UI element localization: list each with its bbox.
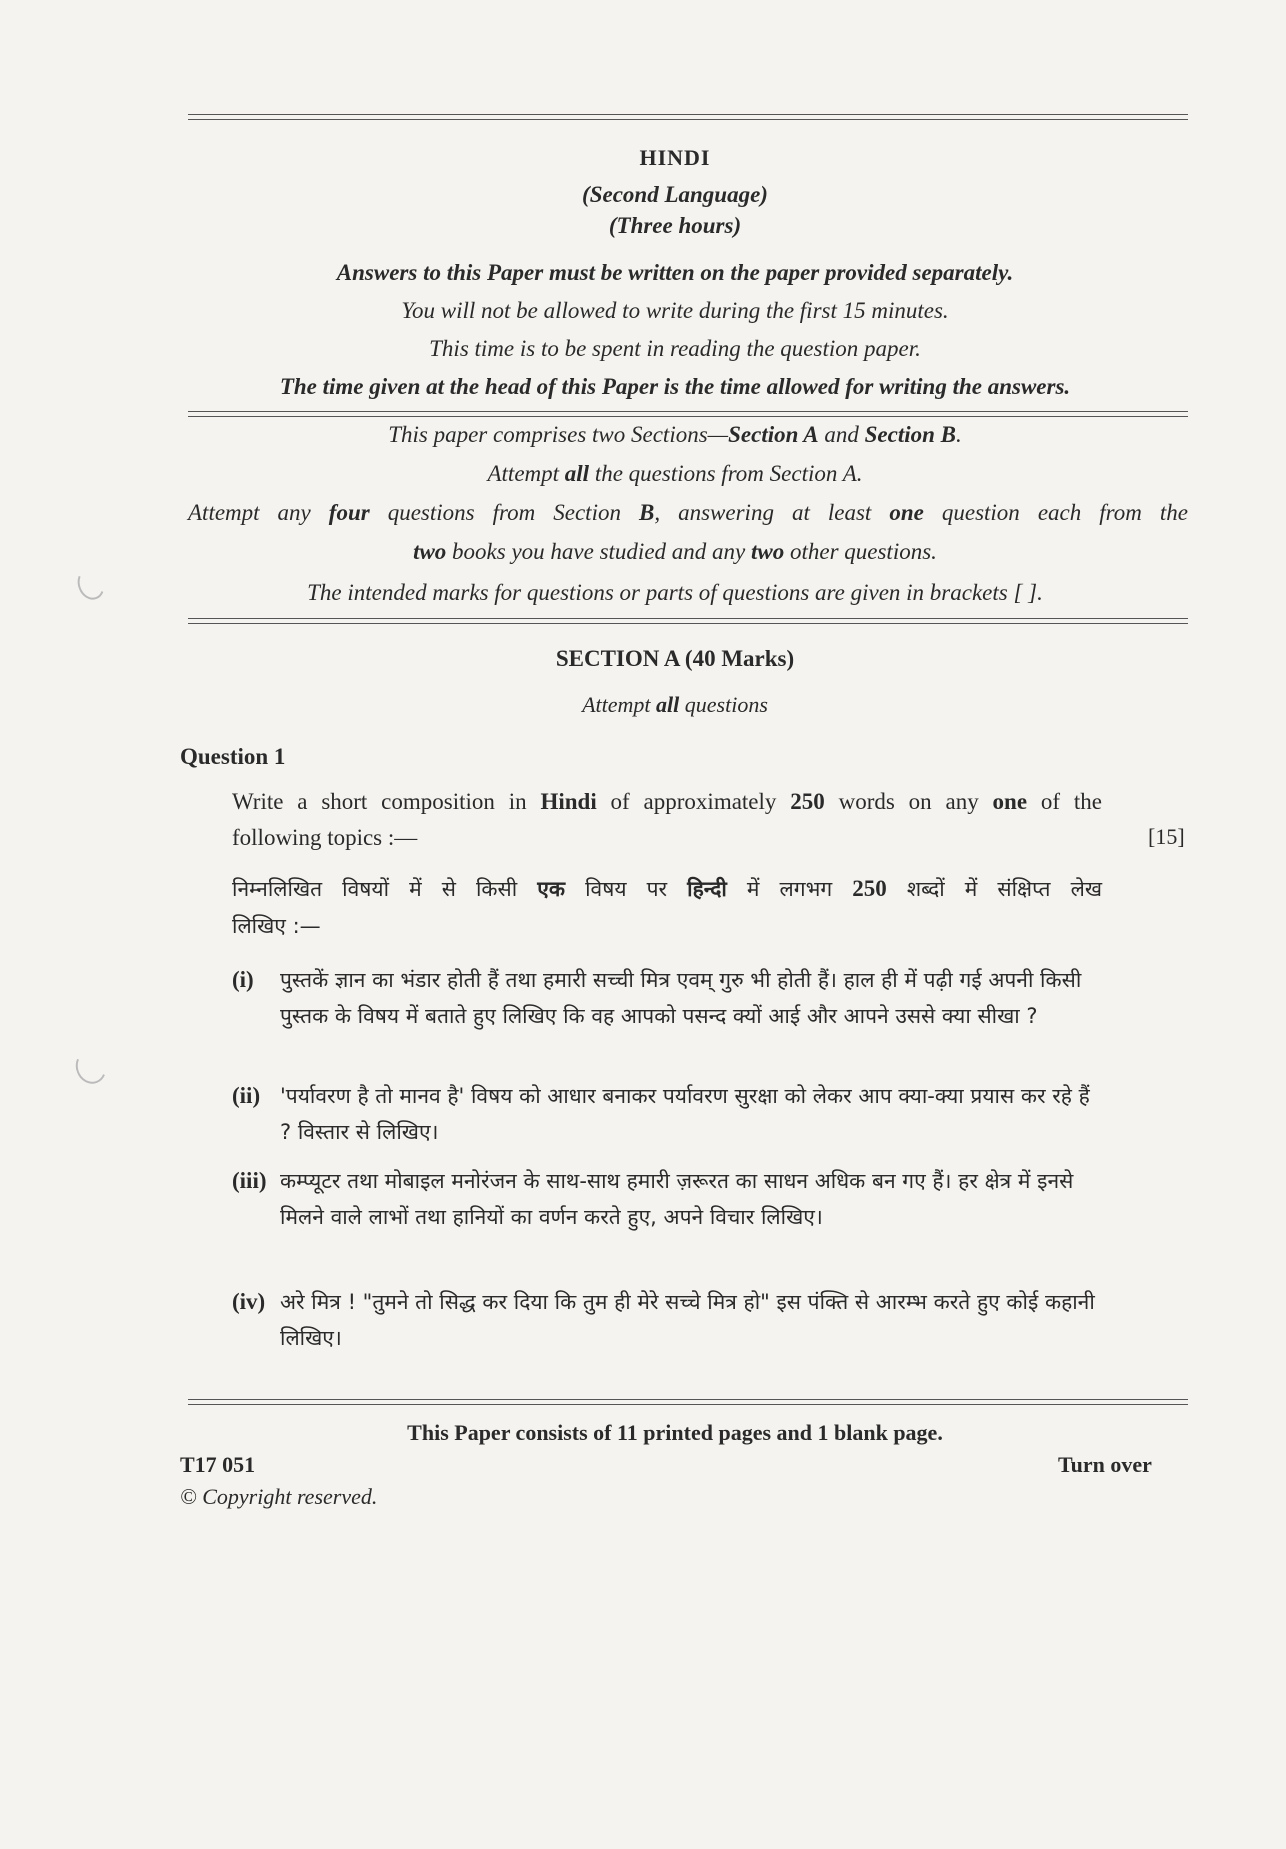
instruction-4: The time given at the head of this Paper is the time allowed for writing the answers. — [279, 374, 1071, 399]
mid-rule-2 — [188, 618, 1188, 619]
sections-text: This paper comprises two Sections— — [388, 422, 729, 447]
section-b-text: Section B — [864, 422, 957, 447]
q-hi-e: में लगभग — [726, 877, 853, 901]
topic-number: (ii) — [232, 1083, 261, 1108]
attempt-four-line — [188, 500, 1188, 526]
page-count: This Paper consists of 11 printed pages and 1 blank page. — [407, 1420, 943, 1445]
subject-title: HINDI — [639, 145, 711, 170]
line2-end: . — [856, 461, 863, 486]
attempt-all-line — [160, 461, 1190, 487]
topic-number: (i) — [232, 967, 254, 992]
mid-rule-2-inner — [188, 623, 1188, 624]
section-sub-a: Attempt — [582, 692, 657, 717]
topic-text: कम्प्यूटर तथा मोबाइल मनोरंजन के साथ-साथ हमारी ज़रूरत का साधन अधिक बन गए हैं। हर क्षेत्र में इनसे मिलने वाले लाभों तथा हानियों का वर्णन करते हुए, अपने विचार लिखिए। — [280, 1169, 1074, 1229]
footer-rule-inner — [188, 1404, 1188, 1405]
attempt-text: Attempt — [487, 461, 565, 486]
books-text: books you have studied and any — [446, 539, 751, 564]
two-books-line — [160, 539, 1190, 565]
q-hi-250: 250 — [852, 876, 887, 901]
two-text-1: two — [413, 539, 447, 564]
questions-from-text: the questions from Section — [589, 461, 843, 486]
question-marks: [15] — [1148, 824, 1185, 849]
one-text: one — [889, 500, 924, 525]
answering-text: , answering at least — [654, 500, 890, 525]
questions-from-b: questions from Section — [369, 500, 639, 525]
copyright: © Copyright reserved. — [180, 1484, 378, 1509]
subtitle: (Second Language) — [582, 182, 768, 207]
duration: (Three hours) — [608, 213, 742, 238]
sections-line — [160, 422, 1190, 448]
q-hi-c: विषय पर — [565, 877, 688, 901]
mid-rule-1 — [188, 411, 1188, 412]
topic-text: पुस्तकें ज्ञान का भंडार होती हैं तथा हमारी सच्ची मित्र एवम् गुरु भी होती हैं। हाल ही में पढ़ी गई अपनी किसी पुस्तक के विषय में बताते हुए लिखिए कि वह आपको पसन्द क्यों आई और आपने उससे क्या सीखा ? — [280, 968, 1082, 1028]
question-label: Question 1 — [180, 744, 286, 769]
sections-end: . — [956, 422, 962, 447]
sections-and: and — [818, 422, 865, 447]
footer-rule — [188, 1399, 1188, 1400]
q-en-c: of approximately — [596, 789, 791, 814]
q-hi-a: निम्नलिखित विषयों में से किसी — [232, 877, 538, 901]
section-b-letter: B — [638, 500, 655, 525]
section-title: SECTION A (40 Marks) — [555, 646, 795, 671]
q-en-g: of the — [1027, 789, 1102, 814]
q-en-e: words on any — [824, 789, 993, 814]
two-text-2: two — [750, 539, 785, 564]
marks-note: The intended marks for questions or parts of questions are given in brackets [ ]. — [307, 580, 1043, 605]
four-text: four — [328, 500, 370, 525]
section-sub-c: questions — [679, 692, 768, 717]
topic-number: (iv) — [232, 1289, 266, 1314]
margin-mark — [71, 1046, 111, 1088]
q-hi-ek: एक — [537, 877, 566, 901]
q-hi-hindi: हिन्दी — [687, 877, 727, 901]
q-hi-g: शब्दों में संक्षिप्त लेख — [886, 877, 1103, 901]
section-letter: A — [842, 461, 857, 486]
question-hindi-line1 — [232, 875, 1102, 903]
top-rule-inner — [188, 119, 1188, 120]
each-from-text: question each from the — [923, 500, 1188, 525]
topic-text: अरे मित्र ! "तुमने तो सिद्ध कर दिया कि तुम ही मेरे सच्चे मित्र हो" इस पंक्ति से आरम्भ करते हुए कोई कहानी लिखिए। — [280, 1290, 1095, 1350]
section-sub-all: all — [656, 692, 680, 717]
question-english-line1 — [232, 789, 1102, 815]
q-en-hindi: Hindi — [540, 789, 597, 814]
topic-number: (iii) — [232, 1168, 267, 1193]
other-questions-text: other questions. — [784, 539, 937, 564]
margin-mark — [73, 565, 108, 604]
attempt-any-text: Attempt any — [188, 500, 329, 525]
instruction-3: This time is to be spent in reading the question paper. — [429, 336, 921, 361]
all-text: all — [564, 461, 590, 486]
q-en-one: one — [992, 789, 1028, 814]
instruction-2: You will not be allowed to write during the first 15 minutes. — [401, 298, 949, 323]
section-subtitle — [160, 692, 1190, 718]
mid-rule-1-inner — [188, 416, 1188, 417]
question-hindi-line2: लिखिए :— — [232, 914, 321, 938]
q-en-250: 250 — [790, 789, 825, 814]
question-english-line2: following topics :— — [232, 825, 418, 850]
section-a-text: Section A — [728, 422, 819, 447]
instruction-1: Answers to this Paper must be written on the paper provided separately. — [336, 260, 1014, 285]
top-rule — [188, 114, 1188, 115]
q-en-a: Write a short composition in — [232, 789, 541, 814]
paper-code: T17 051 — [180, 1452, 256, 1477]
topic-text: 'पर्यावरण है तो मानव है' विषय को आधार बनाकर पर्यावरण सुरक्षा को लेकर आप क्या-क्या प्रयास कर रहे हैं ? विस्तार से लिखिए। — [280, 1084, 1090, 1144]
turn-over: Turn over — [1058, 1452, 1152, 1477]
